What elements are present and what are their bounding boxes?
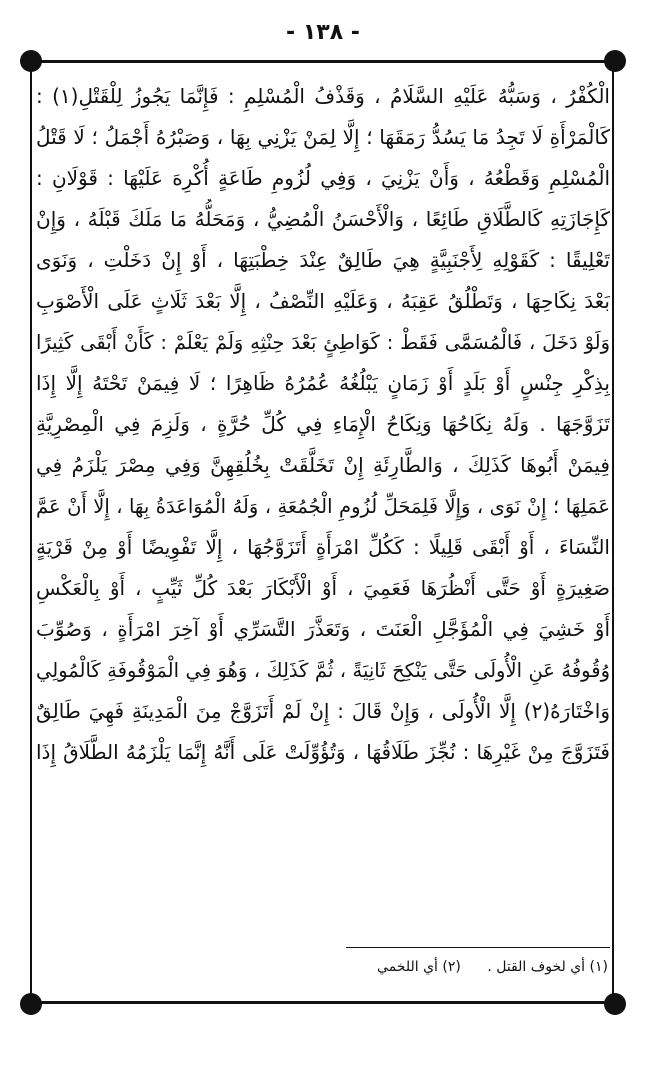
text-line-12: النِّسَاءَ ، أَوْ أَبْقَى قَلِيلًا : كَكُلِّ امْرَأَةٍ أَتَزَوَّجُهَا ، إِلَّا تَفْوِيضًا أَوْ مِنْ قَرْيَةٍ bbox=[36, 535, 610, 559]
text-line-15: وُقُوفُهُ عَنِ الْأُولَى حَتَّى يَنْكِحَ ثَانِيَةً ، ثُمَّ كَذَلِكَ ، وَهُوَ فِي الْمَوْقُوفَةِ كَالْمُولِي bbox=[36, 659, 610, 682]
text-line-8: بِذِكْرِ جِنْسٍ أَوْ بَلَدٍ أَوْ زَمَانٍ يَبْلُغُهُ عُمُرُهُ ظَاهِرًا ؛ لَا فِيمَنْ تَحْتَهُ إِلَّا إِذَا bbox=[36, 371, 610, 395]
text-line-16: وَاخْتَارَهُ(٢) إِلَّا الْأُولَى ، وَإِنْ قَالَ : إِنْ لَمْ أَتَزَوَّجْ مِنَ الْمَدِينَةِ فَهِيَ طَالِقٌ bbox=[36, 699, 610, 723]
corner-ornament-bottom-right bbox=[604, 993, 626, 1015]
footnote-2: (٢) أي اللخمي bbox=[377, 959, 461, 975]
corner-ornament-top-right bbox=[604, 50, 626, 72]
footnote-1: (١) أي لخوف القتل . bbox=[487, 959, 608, 975]
corner-ornament-bottom-left bbox=[20, 993, 42, 1015]
footnotes bbox=[230, 955, 608, 979]
text-line-11: عَمَلِهَا ؛ إِنْ نَوَى ، وَإِلَّا فَلِمَحَلِّ لُزُومِ الْجُمُعَةِ ، وَلَهُ الْمُوَاعَدَةُ بِهَا ، إِلَّا أَنْ عَمَّ bbox=[36, 495, 610, 518]
text-line-1: الْكُفْرُ ، وَسَبُّهُ عَلَيْهِ السَّلَامُ ، وَقَذْفُ الْمُسْلِمِ : فَإِنَّمَا يَجُوزُ لِلْقَتْلِ(١) : bbox=[36, 84, 610, 108]
page-number: - ١٣٨ - bbox=[286, 20, 360, 45]
text-line-2: كَالْمَرْأَةِ لَا تَجِدُ مَا يَسُدُّ رَمَقَهَا ؛ إِلَّا لِمَنْ يَزْنِي بِهَا ، وَصَبْرُهُ أَجْمَلُ ؛ لَا قَتْلُ bbox=[36, 125, 610, 149]
text-line-17: فَتَزَوَّجَ مِنْ غَيْرِهَا : نُجِّزَ طَلَاقُهَا ، وَتُؤُوِّلَتْ عَلَى أَنَّهُ إِنَّمَا يَلْزَمُهُ الطَّلَاقُ إِذَا bbox=[36, 740, 610, 764]
footnote-divider bbox=[346, 947, 610, 948]
text-line-5: تَعْلِيقًا : كَقَوْلِهِ لِأَجْنَبِيَّةٍ هِيَ طَالِقٌ عِنْدَ خِطْبَتِهَا ، أَوْ إِنْ دَخَلْتِ ، وَنَوَى bbox=[36, 248, 610, 272]
corner-ornament-top-left bbox=[20, 50, 42, 72]
text-line-7: وَلَوْ دَخَلَ ، فَالْمُسَمَّى فَقَطْ : كَوَاطِئٍ بَعْدَ حِنْثِهِ وَلَمْ يَعْلَمْ : كَأَنْ أَبْقَى كَثِيرًا bbox=[36, 331, 610, 354]
text-line-14: أَوْ خَشِيَ فِي الْمُؤَجَّلِ الْعَنَتَ ، وَتَعَذَّرَ التَّسَرِّي أَوْ آخِرَ امْرَأَةٍ ، وَصُوِّبَ bbox=[36, 617, 610, 641]
text-line-9: تَزَوَّجَهَا . وَلَهُ نِكَاحُهَا وَنِكَاحُ الْإِمَاءِ فِي كُلِّ حُرَّةٍ ، وَلَزِمَ فِي الْمِصْرِيَّةِ bbox=[36, 412, 610, 436]
text-line-13: صَغِيرَةٍ أَوْ حَتَّى أَنْظُرَهَا فَعَمِيَ ، أَوْ الْأَبْكَارَ بَعْدَ كُلِّ ثَيِّبٍ ، أَوْ بِالْعَكْسِ bbox=[36, 576, 610, 600]
text-line-4: كَإِجَازَتِهِ كَالطَّلَاقِ طَائِعًا ، وَالْأَحْسَنُ الْمُضِيُّ ، وَمَحَلُّهُ مَا مَلَكَ قَبْلَهُ ، وَإِنْ bbox=[36, 207, 610, 231]
main-text bbox=[36, 76, 610, 773]
text-line-3: الْمُسْلِمِ وَقَطْعُهُ ، وَأَنْ يَزْنِيَ ، وَفِي لُزُومِ طَاعَةٍ أُكْرِهَ عَلَيْهَا : قَوْلَانِ : bbox=[36, 166, 610, 190]
text-line-6: بَعْدَ نِكَاحِهَا ، وَتَطْلُقُ عَقِبَهُ ، وَعَلَيْهِ النِّصْفُ ، إِلَّا بَعْدَ ثَلَاثٍ عَلَى الْأَصْوَبِ bbox=[36, 289, 610, 313]
text-line-10: فِيمَنْ أَبُوهَا كَذَلِكَ ، وَالطَّارِئَةِ إِنْ تَخَلَّقَتْ بِخُلُقِهِنَّ وَفِي مِصْرَ يَلْزَمُ فِي bbox=[36, 453, 610, 477]
